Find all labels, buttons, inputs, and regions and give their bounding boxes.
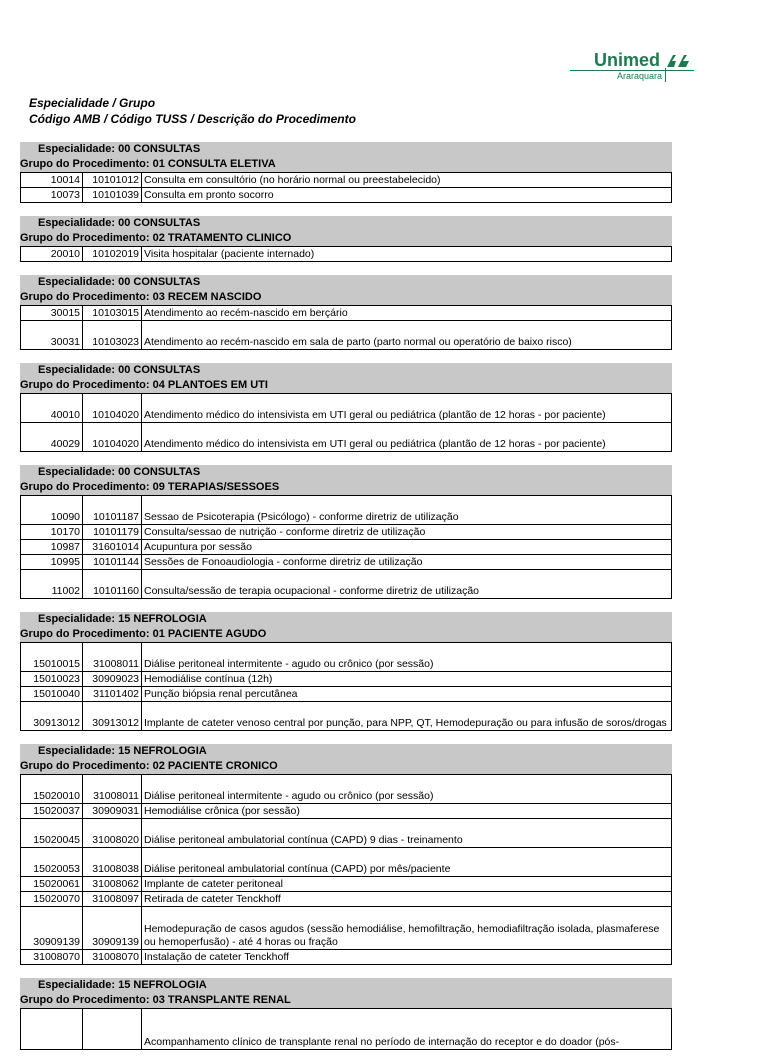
tuss-code: 31008062: [83, 877, 142, 891]
table-row: [21, 496, 671, 525]
procedure-group: [20, 275, 672, 350]
amb-code: 10014: [21, 173, 83, 187]
group-header: [20, 612, 672, 642]
table-row: [21, 892, 671, 907]
procedure-table: [20, 642, 672, 731]
amb-code: 31008070: [21, 950, 83, 964]
procedure-description: Punção biópsia renal percutânea: [144, 688, 298, 700]
group-header: [20, 978, 672, 1008]
tuss-code: 10101012: [83, 173, 142, 187]
tuss-code: [83, 1009, 142, 1049]
amb-code: 10987: [21, 540, 83, 554]
procedure-description: Atendimento ao recém-nascido em sala de parto (parto normal ou operatório de baixo risco): [144, 336, 572, 348]
grupo-label: Grupo do Procedimento: 03 TRANSPLANTE RENAL: [20, 994, 291, 1006]
procedure-description: Instalação de cateter Tenckhoff: [144, 951, 289, 963]
amb-code: [21, 1009, 83, 1049]
tuss-code: 31008038: [83, 848, 142, 876]
especialidade-label: Especialidade: 00 CONSULTAS: [38, 466, 201, 478]
procedure-description: Sessao de Psicoterapia (Psicólogo) - conforme diretriz de utilização: [144, 511, 459, 523]
table-row: [21, 877, 671, 892]
group-header: [20, 744, 672, 774]
unimed-logo: [570, 48, 694, 84]
amb-code: 40010: [21, 394, 83, 422]
table-row: [21, 247, 671, 262]
tuss-code: 30909139: [83, 907, 142, 949]
procedure-description: Consulta/sessao de nutrição - conforme diretriz de utilização: [144, 526, 426, 538]
procedure-table: [20, 172, 672, 203]
amb-code: 15020010: [21, 775, 83, 803]
amb-code: 20010: [21, 247, 83, 261]
amb-code: 10995: [21, 555, 83, 569]
procedure-table: [20, 1008, 672, 1050]
especialidade-label: Especialidade: 00 CONSULTAS: [38, 143, 201, 155]
tuss-code: 31101402: [83, 687, 142, 701]
table-row: [21, 525, 671, 540]
header-codes-description: Código AMB / Código TUSS / Descrição do Procedimento: [29, 112, 356, 126]
table-row: [21, 173, 671, 188]
table-row: [21, 804, 671, 819]
table-row: [21, 394, 671, 423]
procedure-table: [20, 246, 672, 262]
amb-code: 30909139: [21, 907, 83, 949]
amb-code: 15020070: [21, 892, 83, 906]
procedure-group: [20, 142, 672, 203]
table-row: [21, 1009, 671, 1050]
amb-code: 11002: [21, 570, 83, 598]
procedure-description: Implante de cateter venoso central por punção, para NPP, QT, Hemodepuração ou para infusão de soros/drogas: [144, 717, 667, 729]
tuss-code: 10104020: [83, 423, 142, 451]
procedure-description: Acompanhamento clínico de transplante renal no período de internação do receptor e do doador (pós-: [144, 1036, 620, 1048]
table-row: [21, 687, 671, 702]
procedure-table: [20, 495, 672, 599]
grupo-label: Grupo do Procedimento: 01 CONSULTA ELETIVA: [20, 158, 276, 170]
tuss-code: 30909031: [83, 804, 142, 818]
especialidade-label: Especialidade: 15 NEFROLOGIA: [38, 979, 207, 991]
grupo-label: Grupo do Procedimento: 02 PACIENTE CRONICO: [20, 760, 278, 772]
amb-code: 10090: [21, 496, 83, 524]
procedure-table: [20, 305, 672, 350]
tuss-code: 10101144: [83, 555, 142, 569]
grupo-label: Grupo do Procedimento: 09 TERAPIAS/SESSOES: [20, 481, 280, 493]
amb-code: 30913012: [21, 702, 83, 730]
tuss-code: 31008070: [83, 950, 142, 964]
procedure-description: Atendimento médico do intensivista em UTI geral ou pediátrica (plantão de 12 horas - por paciente): [144, 438, 606, 450]
amb-code: 15020037: [21, 804, 83, 818]
procedure-group: [20, 978, 672, 1050]
group-header: [20, 465, 672, 495]
table-row: [21, 306, 671, 321]
tuss-code: 10103023: [83, 321, 142, 349]
table-row: [21, 848, 671, 877]
amb-code: 15020053: [21, 848, 83, 876]
procedure-group: [20, 363, 672, 452]
especialidade-label: Especialidade: 00 CONSULTAS: [38, 364, 201, 376]
procedure-description: Consulta em pronto socorro: [144, 189, 274, 201]
table-row: [21, 540, 671, 555]
amb-code: 30015: [21, 306, 83, 320]
unimed-tree-icon: [664, 52, 692, 68]
group-header: [20, 363, 672, 393]
table-row: [21, 672, 671, 687]
table-row: [21, 555, 671, 570]
group-header: [20, 275, 672, 305]
table-row: [21, 188, 671, 203]
tuss-code: 10101039: [83, 188, 142, 202]
table-row: [21, 819, 671, 848]
amb-code: 15010023: [21, 672, 83, 686]
tuss-code: 31008020: [83, 819, 142, 847]
table-row: [21, 321, 671, 350]
especialidade-label: Especialidade: 00 CONSULTAS: [38, 276, 201, 288]
table-row: [21, 702, 671, 731]
tuss-code: 31008097: [83, 892, 142, 906]
procedure-description: Visita hospitalar (paciente internado): [144, 248, 315, 260]
tuss-code: 10102019: [83, 247, 142, 261]
procedure-description: Diálise peritoneal ambulatorial contínua (CAPD) 9 dias - treinamento: [144, 834, 463, 846]
procedure-description: Consulta/sessão de terapia ocupacional - conforme diretriz de utilização: [144, 585, 480, 597]
logo-wordmark: Unimed: [593, 50, 660, 70]
procedure-description: Hemodiálise crônica (por sessão): [144, 805, 300, 817]
procedure-description: Diálise peritoneal intermitente - agudo ou crônico (por sessão): [144, 790, 434, 802]
especialidade-label: Especialidade: 15 NEFROLOGIA: [38, 745, 207, 757]
especialidade-label: Especialidade: 00 CONSULTAS: [38, 217, 201, 229]
amb-code: 15020061: [21, 877, 83, 891]
procedure-description: Hemodiálise contínua (12h): [144, 673, 273, 685]
procedure-description: Consulta em consultório (no horário normal ou preestabelecido): [144, 174, 441, 186]
header-especialidade-grupo: Especialidade / Grupo: [29, 96, 156, 110]
table-row: [21, 775, 671, 804]
procedure-group: [20, 744, 672, 965]
procedure-description: Implante de cateter peritoneal: [144, 878, 283, 890]
table-row: [21, 570, 671, 599]
group-header: [20, 142, 672, 172]
procedure-description: Atendimento médico do intensivista em UTI geral ou pediátrica (plantão de 12 horas - por paciente): [144, 409, 606, 421]
procedure-group: [20, 216, 672, 262]
amb-code: 40029: [21, 423, 83, 451]
tuss-code: 31008011: [83, 643, 142, 671]
tuss-code: 10104020: [83, 394, 142, 422]
tuss-code: 10103015: [83, 306, 142, 320]
tuss-code: 10101187: [83, 496, 142, 524]
table-row: [21, 907, 671, 950]
tuss-code: 31008011: [83, 775, 142, 803]
table-row: [21, 950, 671, 965]
procedure-description: Sessões de Fonoaudiologia - conforme diretriz de utilização: [144, 556, 423, 568]
group-header: [20, 216, 672, 246]
amb-code: 10073: [21, 188, 83, 202]
logo-divider: [665, 68, 666, 82]
especialidade-label: Especialidade: 15 NEFROLOGIA: [38, 613, 207, 625]
procedure-table: [20, 774, 672, 965]
grupo-label: Grupo do Procedimento: 04 PLANTOES EM UTI: [20, 379, 268, 391]
amb-code: 15010040: [21, 687, 83, 701]
tuss-code: 31601014: [83, 540, 142, 554]
procedure-description: Acupuntura por sessão: [144, 541, 252, 553]
amb-code: 30031: [21, 321, 83, 349]
procedure-groups: [20, 142, 672, 1063]
procedure-description: Diálise peritoneal ambulatorial contínua (CAPD) por mês/paciente: [144, 863, 451, 875]
tuss-code: 30909023: [83, 672, 142, 686]
table-row: [21, 423, 671, 452]
amb-code: 15020045: [21, 819, 83, 847]
procedure-description: Atendimento ao recém-nascido em berçário: [144, 307, 348, 319]
tuss-code: 30913012: [83, 702, 142, 730]
procedure-description: Retirada de cateter Tenckhoff: [144, 893, 281, 905]
grupo-label: Grupo do Procedimento: 03 RECEM NASCIDO: [20, 291, 262, 303]
procedure-description: Diálise peritoneal intermitente - agudo ou crônico (por sessão): [144, 658, 434, 670]
procedure-group: [20, 465, 672, 599]
tuss-code: 10101179: [83, 525, 142, 539]
amb-code: 15010015: [21, 643, 83, 671]
procedure-table: [20, 393, 672, 452]
amb-code: 10170: [21, 525, 83, 539]
procedure-group: [20, 612, 672, 731]
table-row: [21, 643, 671, 672]
grupo-label: Grupo do Procedimento: 01 PACIENTE AGUDO: [20, 628, 267, 640]
logo-city: Araraquara: [616, 71, 662, 81]
procedure-description: Hemodepuração de casos agudos (sessão hemodiálise, hemofiltração, hemodiafiltração isolada, plasmaferese ou hemoperfusão) - até 4 horas ou fração: [144, 923, 660, 948]
tuss-code: 10101160: [83, 570, 142, 598]
grupo-label: Grupo do Procedimento: 02 TRATAMENTO CLINICO: [20, 232, 292, 244]
